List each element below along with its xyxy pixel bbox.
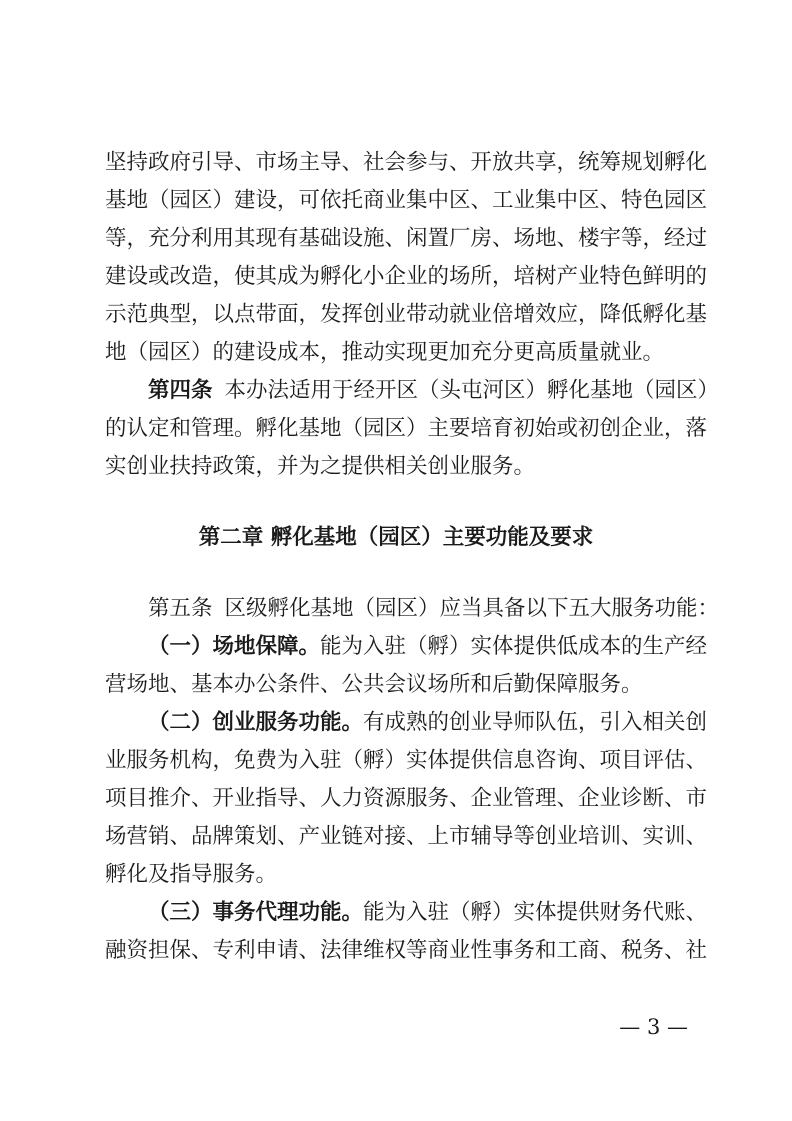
- paragraph-line: [0, 143, 792, 183]
- article-5-text: 区级孵化基地（园区）应当具备以下五大服务功能：: [224, 596, 720, 621]
- paragraph-line: [0, 409, 792, 449]
- paragraph-text: 等，充分利用其现有基础设施、闲置厂房、场地、楼宇等，经过: [105, 226, 708, 251]
- paragraph-line: [0, 219, 792, 259]
- paragraph-line: [0, 931, 792, 971]
- paragraph-line: [0, 257, 792, 297]
- paragraph-text: 示范典型，以点带面，发挥创业带动就业倍增效应，降低孵化基: [105, 302, 708, 327]
- paragraph-text: 实创业扶持政策，并为之提供相关创业服务。: [105, 454, 536, 479]
- paragraph-line: [0, 741, 792, 781]
- paragraph-text: 坚持政府引导、市场主导、社会参与、开放共享，统筹规划孵化: [105, 150, 708, 175]
- item-3-label: （三）事务代理功能。: [148, 900, 364, 925]
- article-4-first-line: [0, 371, 792, 411]
- paragraph-text: 业服务机构，免费为入驻（孵）实体提供信息咨询、项目评估、: [105, 748, 708, 773]
- chapter-heading: 第二章 孵化基地（园区）主要功能及要求: [198, 525, 594, 550]
- item-3-first-line: [0, 893, 792, 933]
- item-2-first-line: [0, 703, 792, 743]
- paragraph-text: 融资担保、专利申请、法律维权等商业性事务和工商、税务、社: [105, 938, 708, 963]
- paragraph-line: [0, 779, 792, 819]
- paragraph-line: [0, 333, 792, 373]
- paragraph-text: 孵化及指导服务。: [105, 862, 278, 887]
- paragraph-text: 营场地、基本办公条件、公共会议场所和后勤保障服务。: [105, 672, 643, 697]
- article-4-text: 本办法适用于经开区（头屯河区）孵化基地（园区）: [224, 378, 720, 403]
- article-4-label: 第四条: [148, 378, 213, 403]
- paragraph-text: 建设或改造，使其成为孵化小企业的场所，培树产业特色鲜明的: [105, 264, 708, 289]
- paragraph-line: [0, 181, 792, 221]
- item-1-text: 能为入驻（孵）实体提供低成本的生产经: [320, 634, 708, 659]
- paragraph-text: 基地（园区）建设，可依托商业集中区、工业集中区、特色园区: [105, 188, 708, 213]
- item-3-text: 能为入驻（孵）实体提供财务代账、: [363, 900, 708, 925]
- paragraph-text: 场营销、品牌策划、产业链对接、上市辅导等创业培训、实训、: [105, 824, 708, 849]
- paragraph-line: [0, 817, 792, 857]
- paragraph-line: [0, 855, 792, 895]
- paragraph-text: 的认定和管理。孵化基地（园区）主要培育初始或初创企业，落: [105, 416, 708, 441]
- article-5-label: 第五条: [148, 596, 213, 621]
- item-2-label: （二）创业服务功能。: [148, 710, 364, 735]
- page-number: — 3 —: [619, 1015, 688, 1039]
- item-2-text: 有成熟的创业导师队伍，引入相关创: [363, 710, 708, 735]
- paragraph-line: [0, 295, 792, 335]
- paragraph-text: 地（园区）的建设成本，推动实现更加充分更高质量就业。: [105, 340, 665, 365]
- item-1-first-line: [0, 627, 792, 667]
- paragraph-line: [0, 665, 792, 705]
- paragraph-text: 项目推介、开业指导、人力资源服务、企业管理、企业诊断、市: [105, 786, 708, 811]
- article-5-line: [0, 589, 792, 629]
- paragraph-line: [0, 447, 792, 487]
- item-1-label: （一）场地保障。: [148, 634, 321, 659]
